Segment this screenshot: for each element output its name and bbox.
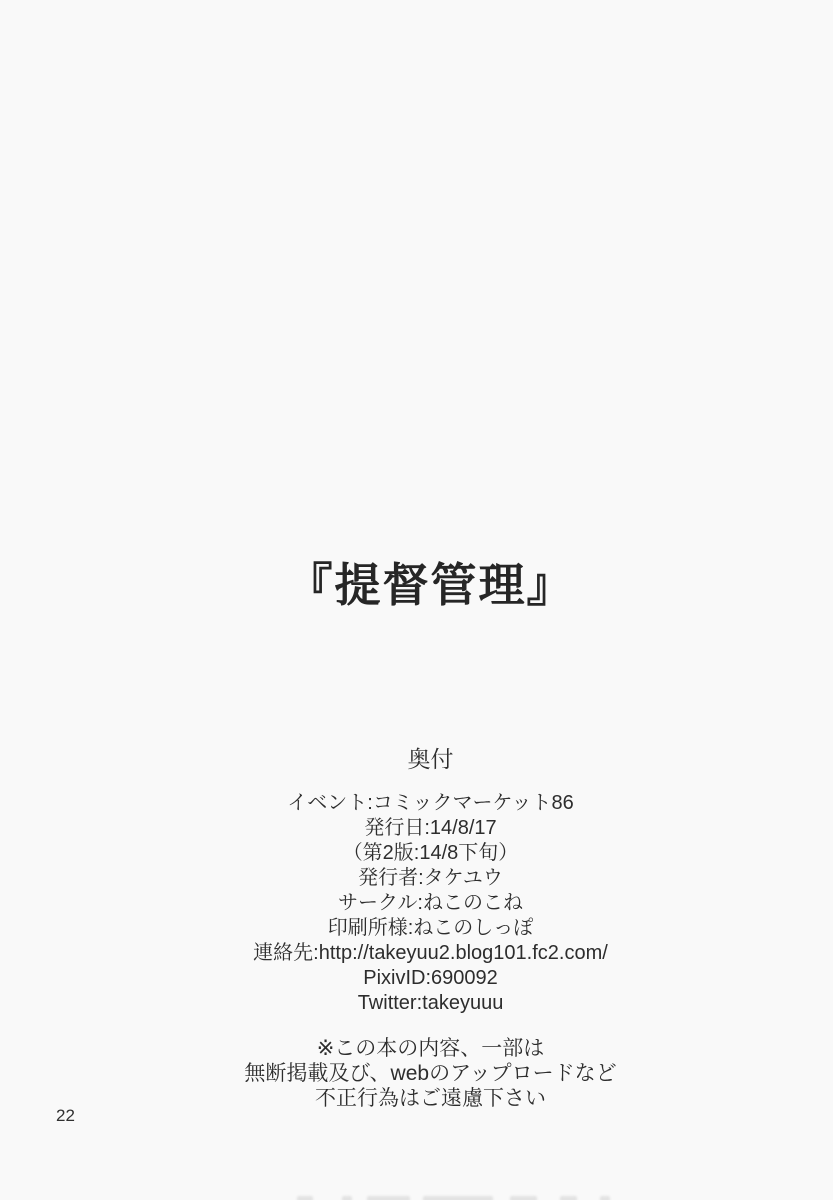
colophon-line-circle: サークル:ねこのこね: [338, 892, 523, 914]
scan-artifact: [510, 1196, 537, 1200]
book-title: 『提督管理』: [286, 559, 575, 611]
colophon-heading: 奥付: [407, 746, 454, 772]
colophon-line-twitter: Twitter:takeyuuu: [357, 992, 504, 1014]
scan-artifact: [367, 1196, 410, 1200]
colophon-line-event: イベント:コミックマーケット86: [287, 792, 574, 814]
scan-artifact: [297, 1196, 313, 1200]
colophon-line-pixiv: PixivID:690092: [363, 967, 498, 989]
colophon-line-contact: 連絡先:http://takeyuu2.blog101.fc2.com/: [253, 942, 608, 964]
scan-artifact: [560, 1196, 577, 1200]
colophon-line-publisher: 発行者:タケユウ: [358, 867, 503, 889]
colophon-line-date: 発行日:14/8/17: [364, 817, 497, 839]
notice-line: ※この本の内容、一部は: [316, 1037, 545, 1060]
notice-line: 不正行為はご遠慮下さい: [315, 1087, 546, 1110]
colophon-info-block: [29, 791, 832, 1016]
notice-line: 無断掲載及び、webのアップロードなど: [244, 1062, 617, 1085]
colophon-line-printer: 印刷所様:ねこのしっぽ: [327, 917, 534, 939]
scan-artifact: [600, 1196, 610, 1200]
page-number: 22: [56, 1106, 75, 1125]
scan-artifact: [423, 1196, 493, 1200]
scan-artifact: [342, 1196, 352, 1200]
copyright-notice-block: [29, 1036, 832, 1111]
colophon-line-edition: （第2版:14/8下旬）: [342, 842, 519, 864]
